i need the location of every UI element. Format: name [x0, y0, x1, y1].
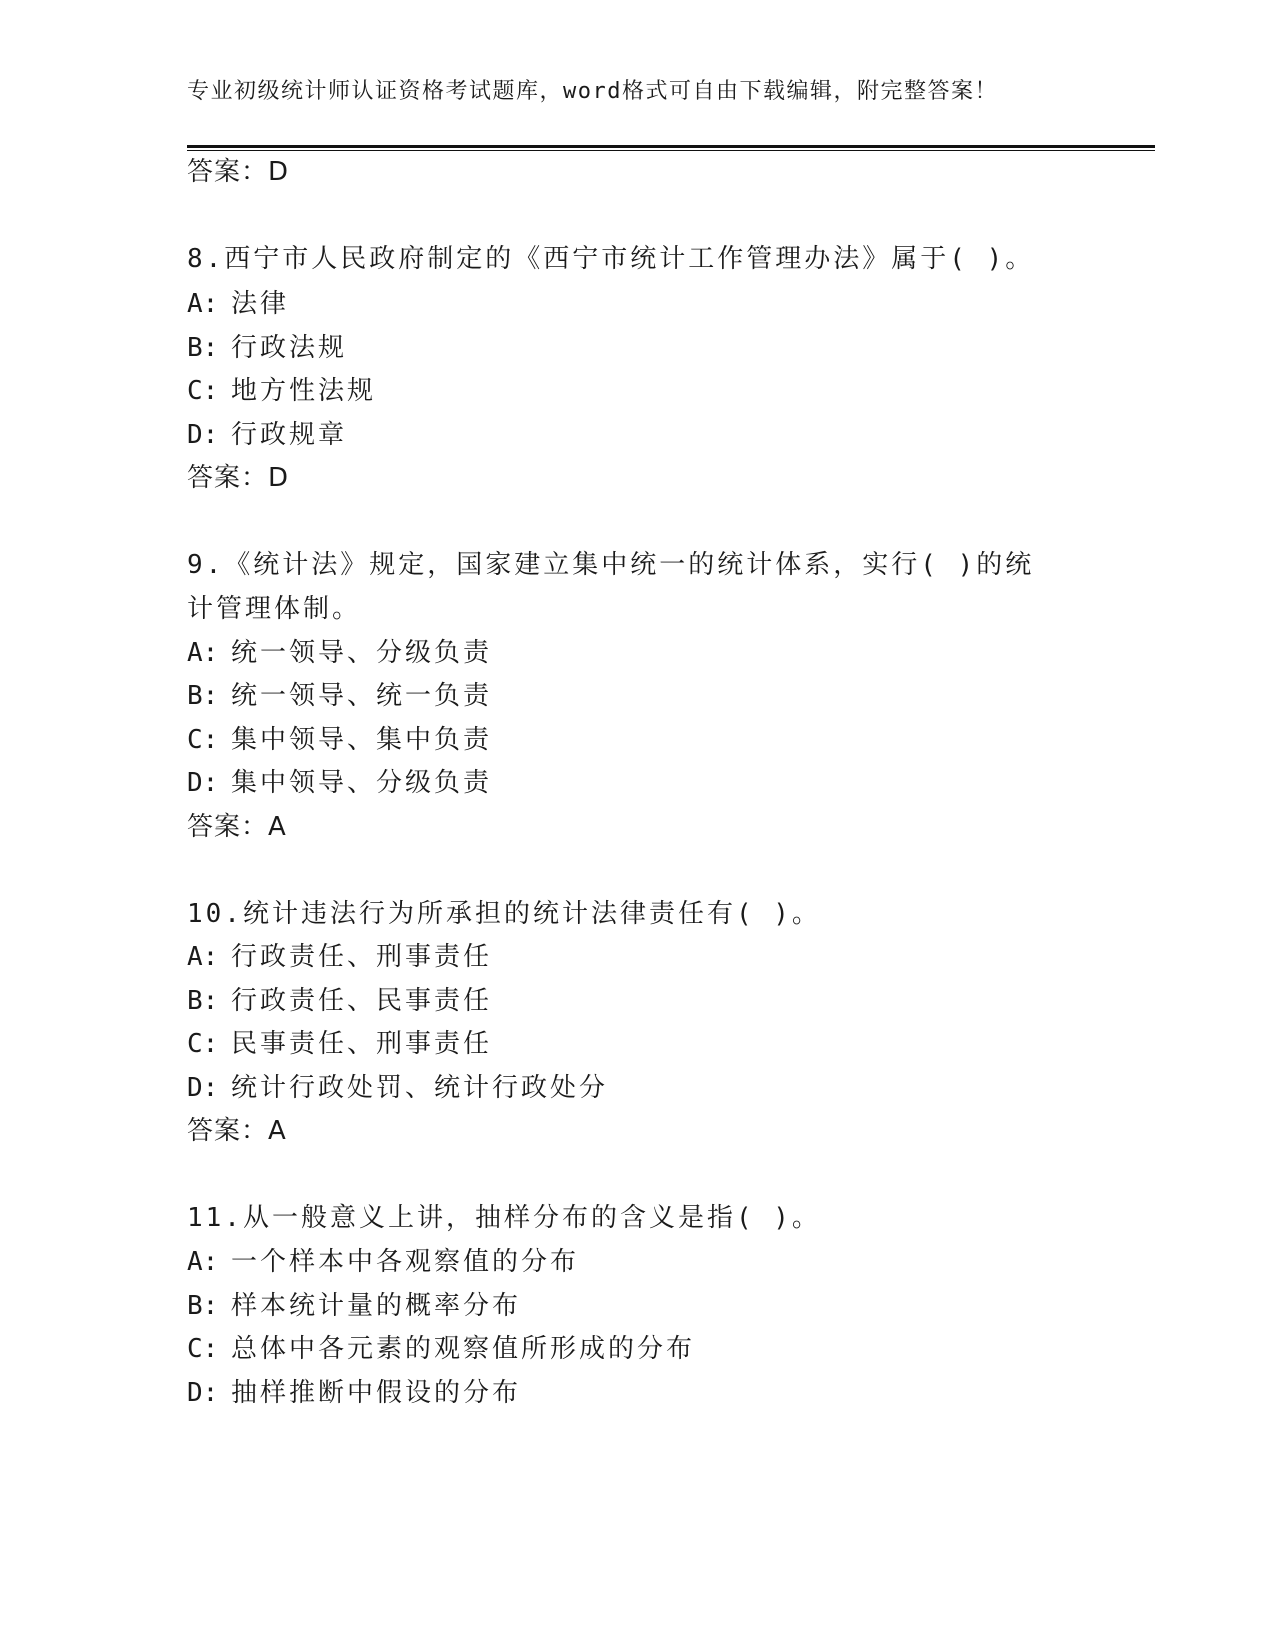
option-text: 地方性法规 — [231, 376, 377, 406]
option-label: D: — [187, 1378, 219, 1408]
option-label: C: — [187, 1334, 219, 1364]
option-text: 总体中各元素的观察值所形成的分布 — [231, 1334, 696, 1364]
option-label: B: — [187, 333, 219, 363]
option-label: C: — [187, 376, 219, 406]
question-8-option-c — [187, 375, 376, 407]
option-text: 行政规章 — [231, 420, 348, 450]
question-8-option-d — [187, 419, 347, 451]
question-11-option-a — [187, 1246, 579, 1278]
question-11-option-b — [187, 1290, 521, 1322]
question-11-stem: 11.从一般意义上讲，抽样分布的含义是指( )。 — [187, 1203, 821, 1233]
option-label: D: — [187, 768, 219, 798]
option-text: 民事责任、刑事责任 — [231, 1029, 493, 1059]
option-label: A: — [187, 942, 219, 972]
option-text: 行政责任、刑事责任 — [231, 942, 493, 972]
question-8-option-b — [187, 332, 347, 364]
question-10-option-c — [187, 1028, 492, 1060]
header-divider-thin — [187, 150, 1155, 151]
question-10-answer: 答案：A — [187, 1116, 287, 1146]
option-text: 统计行政处罚、统计行政处分 — [231, 1073, 609, 1103]
option-label: A: — [187, 1247, 219, 1277]
question-10-option-a — [187, 941, 492, 973]
question-9-answer: 答案：A — [187, 812, 287, 842]
question-10-stem: 10.统计违法行为所承担的统计法律责任有( )。 — [187, 899, 821, 929]
option-text: 统一领导、分级负责 — [231, 638, 493, 668]
option-label: D: — [187, 1073, 219, 1103]
option-label: B: — [187, 1291, 219, 1321]
option-text: 行政责任、民事责任 — [231, 986, 493, 1016]
question-11-option-d — [187, 1377, 521, 1409]
question-10-option-b — [187, 985, 492, 1017]
option-label: A: — [187, 289, 219, 319]
option-text: 集中领导、集中负责 — [231, 725, 493, 755]
option-text: 样本统计量的概率分布 — [231, 1291, 522, 1321]
question-8-option-a — [187, 288, 289, 320]
question-9-option-c — [187, 724, 492, 756]
header-divider-thick — [187, 145, 1155, 148]
option-text: 法律 — [231, 289, 290, 319]
option-text: 抽样推断中假设的分布 — [231, 1378, 522, 1408]
previous-answer: 答案：D — [187, 157, 290, 187]
question-9-option-d — [187, 767, 492, 799]
question-9-option-b — [187, 680, 492, 712]
question-9-stem-line2: 计管理体制。 — [187, 594, 362, 624]
question-9-option-a — [187, 637, 492, 669]
question-8-answer: 答案：D — [187, 463, 290, 493]
option-label: B: — [187, 986, 219, 1016]
option-text: 一个样本中各观察值的分布 — [231, 1247, 580, 1277]
option-label: B: — [187, 681, 219, 711]
question-9-stem-line1: 9.《统计法》规定，国家建立集中统一的统计体系，实行( )的统 — [187, 550, 1035, 580]
option-text: 集中领导、分级负责 — [231, 768, 493, 798]
question-11-option-c — [187, 1333, 695, 1365]
option-label: C: — [187, 725, 219, 755]
option-text: 行政法规 — [231, 333, 348, 363]
question-8-stem: 8.西宁市人民政府制定的《西宁市统计工作管理办法》属于( )。 — [187, 244, 1035, 274]
document-header: 专业初级统计师认证资格考试题库，word格式可自由下载编辑，附完整答案！ — [187, 79, 998, 104]
option-label: D: — [187, 420, 219, 450]
question-10-option-d — [187, 1072, 608, 1104]
option-label: A: — [187, 638, 219, 668]
option-label: C: — [187, 1029, 219, 1059]
option-text: 统一领导、统一负责 — [231, 681, 493, 711]
